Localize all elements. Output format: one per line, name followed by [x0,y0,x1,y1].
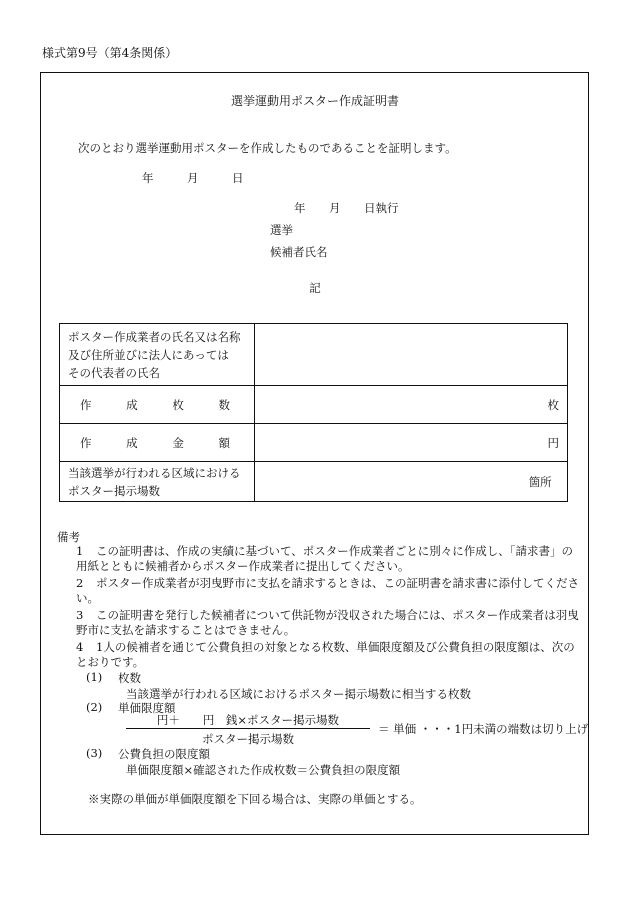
table-row [60,424,568,462]
document-title: 選挙運動用ポスター作成証明書 [230,94,399,108]
sub1-title: 枚数 [118,671,141,685]
note-item: 1 この証明書は、作成の実績に基づいて、ポスター作成業者ごとに別々に作成し、「請求書」の用紙とともに候補者からポスター作成業者に提出してください。 [76,544,574,573]
election-date-day: 日執行 [364,201,399,215]
row-label: 当該選挙が行われる区域における ポスター掲示場数 [60,462,255,502]
issue-date-year: 年 [142,171,154,185]
sub3-title: 公費負担の限度額 [118,747,210,761]
footnote: ※実際の単価が単価限度額を下回る場合は、実際の単価とする。 [88,792,422,806]
table-row [60,324,568,386]
table-row [60,386,568,424]
sub2-number: (2) [86,700,103,714]
note-item: 2 ポスター作成業者が羽曳野市に支払を請求するときは、この証明書を請求書に添付してください。 [76,576,579,605]
issue-date-month: 月 [187,171,199,185]
candidate-name-label: 候補者氏名 [270,245,328,259]
formula-result: ＝ 単価 ・・・1円未満の端数は切り上げ [378,722,589,736]
sub1-number: (1) [86,670,103,684]
row-label: ポスター作成業者の氏名又は名称 及び住所並びに法人にあっては その代表者の氏名 [60,324,255,386]
form-number: 様式第9号（第4条関係） [42,46,178,60]
note-item: 3 この証明書を発行した候補者について供託物が没収された場合には、ポスター作成業者は羽曳野市に支払を請求することはできません。 [76,608,579,637]
row-label: 作 成 金 額 [60,424,255,462]
notes-heading: 備考 [57,530,80,544]
sub3-body: 単価限度額×確認された作成枚数＝公費負担の限度額 [126,763,401,777]
fraction-bar [126,728,370,729]
election-date-year: 年 [294,201,306,215]
election-label: 選挙 [270,223,293,237]
formula-numerator: 円＋ 円 銭×ポスター掲示場数 [156,713,340,727]
intro-text: 次のとおり選挙運動用ポスターを作成したものであることを証明します。 [78,141,457,155]
poster-count-field[interactable]: 枚 [255,386,568,424]
poster-info-table [59,323,568,502]
row-label: 作 成 枚 数 [60,386,255,424]
posting-sites-field[interactable]: 箇所 [255,462,568,502]
sub2-title: 単価限度額 [118,701,176,715]
ki-heading: 記 [309,281,321,295]
producer-name-field[interactable] [255,324,568,386]
election-date-month: 月 [329,201,341,215]
formula-denominator: ポスター掲示場数 [202,732,294,746]
note-item: 4 1人の候補者を通じて公費負担の対象となる枚数、単価限度額及び公費負担の限度額は、次のとおりです。 [76,640,575,669]
sub3-number: (3) [86,746,103,760]
sub1-body: 当該選挙が行われる区域におけるポスター掲示場数に相当する枚数 [126,687,471,701]
table-row [60,462,568,502]
issue-date-day: 日 [232,171,244,185]
amount-field[interactable]: 円 [255,424,568,462]
